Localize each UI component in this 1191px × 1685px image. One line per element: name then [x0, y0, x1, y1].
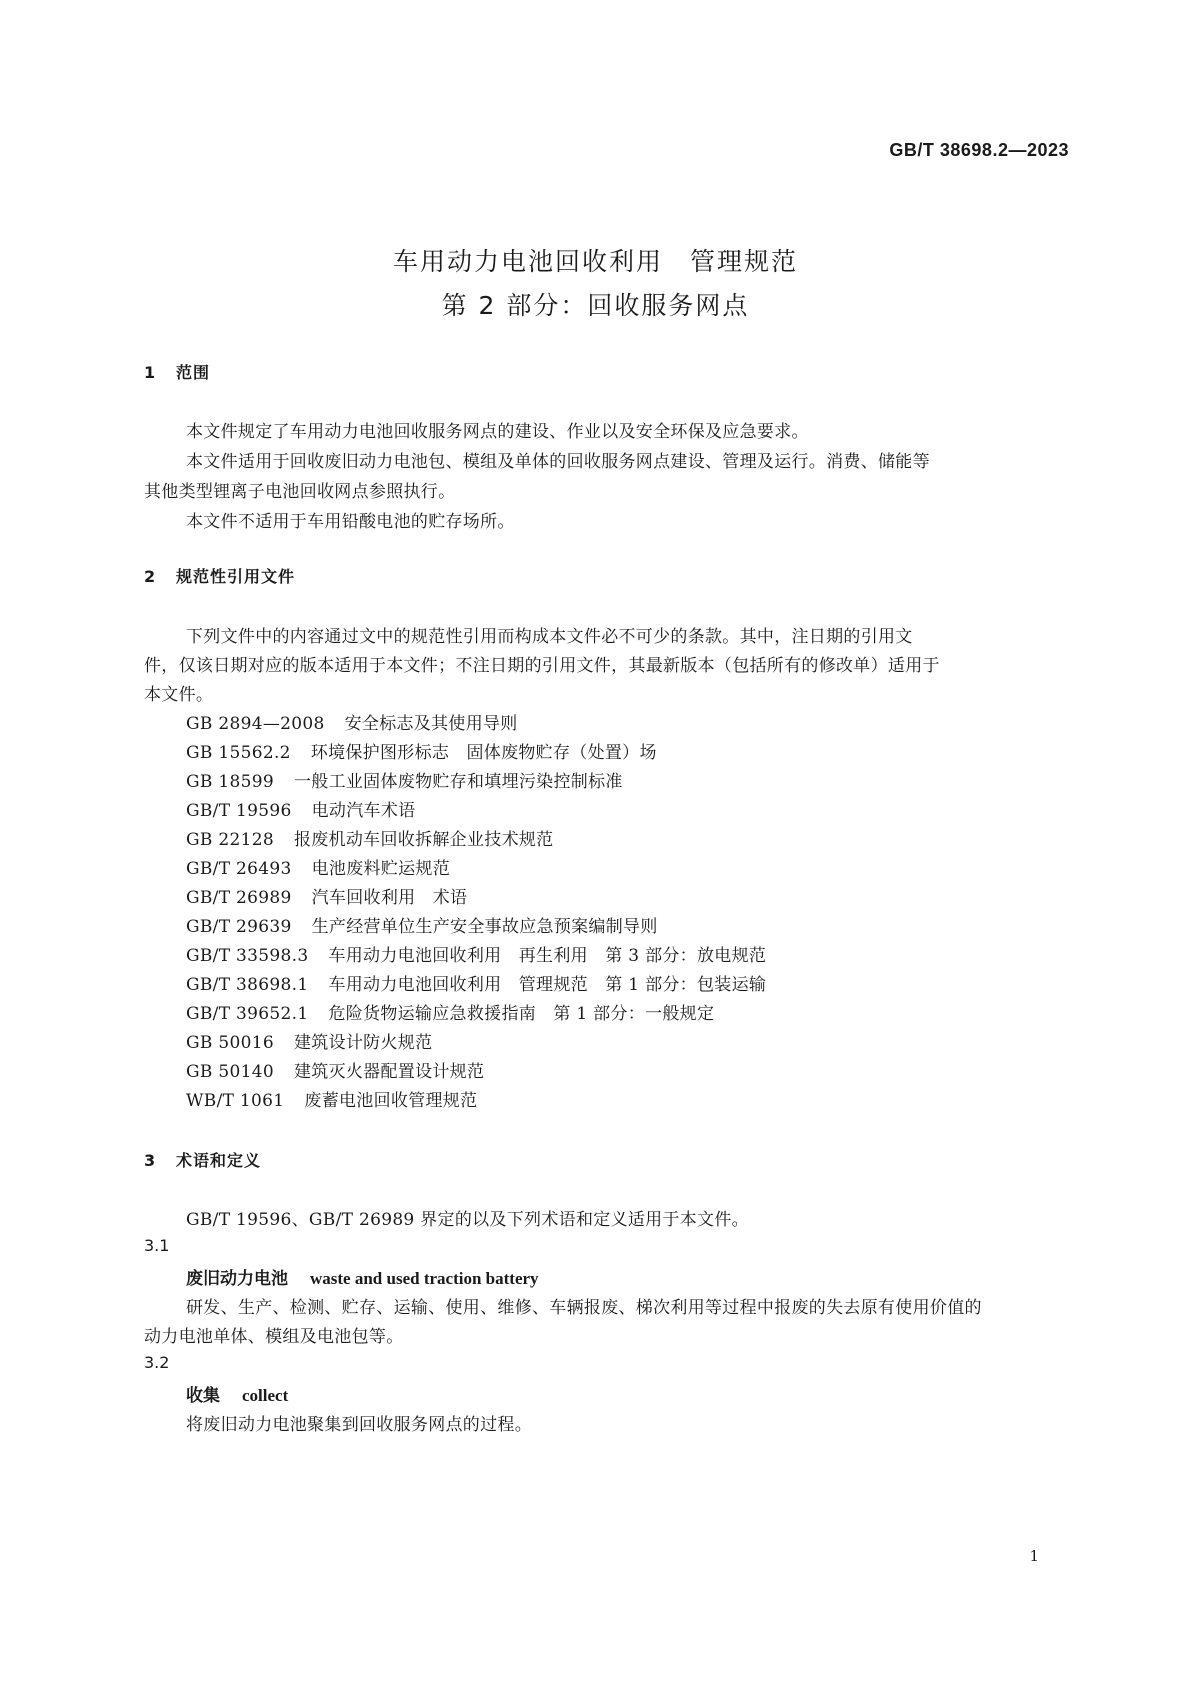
section-1-paragraph: 本文件规定了车用动力电池回收服务网点的建设、作业以及安全环保及应急要求。: [186, 422, 809, 442]
reference-title: 环境保护图形标志 固体废物贮存（处置）场: [310, 743, 657, 763]
reference-item: [186, 854, 450, 879]
reference-item: [186, 883, 467, 908]
reference-title: 电动汽车术语: [311, 801, 416, 821]
term-en: waste and used traction battery: [310, 1269, 539, 1288]
standard-number: GB/T 38698.2—2023: [889, 140, 1069, 160]
document-title-line2: 第 2 部分：回收服务网点: [441, 291, 750, 320]
reference-item: [186, 1028, 432, 1053]
reference-item: [186, 999, 714, 1024]
reference-title: 电池废料贮运规范: [311, 859, 451, 879]
reference-code: GB 50016: [186, 1033, 274, 1053]
section-number: 1: [144, 363, 157, 382]
reference-code: GB/T 29639: [186, 917, 292, 937]
section-number: 2: [144, 567, 157, 586]
section-3-intro: GB/T 19596、GB/T 26989 界定的以及下列术语和定义适用于本文件。: [186, 1210, 749, 1230]
reference-title: 危险货物运输应急救援指南 第 1 部分：一般规定: [328, 1004, 715, 1024]
document-title-line1: 车用动力电池回收利用 管理规范: [392, 247, 798, 276]
term-definition: 将废旧动力电池聚集到回收服务网点的过程。: [186, 1415, 532, 1435]
reference-title: 车用动力电池回收利用 管理规范 第 1 部分：包装运输: [328, 975, 767, 995]
reference-title: 建筑设计防火规范: [293, 1033, 433, 1053]
reference-title: 废蓄电池回收管理规范: [304, 1091, 478, 1111]
reference-title: 安全标志及其使用导则: [344, 714, 518, 734]
term-number: 3.1: [144, 1236, 170, 1255]
reference-item: [186, 912, 658, 937]
section-1-paragraph: 本文件不适用于车用铅酸电池的贮存场所。: [186, 512, 515, 532]
reference-code: GB/T 26493: [186, 859, 292, 879]
reference-item: [186, 1086, 477, 1111]
section-3-heading: [144, 1148, 261, 1171]
term-definition: 研发、生产、检测、贮存、运输、使用、维修、车辆报废、梯次利用等过程中报废的失去原有使用价值的: [186, 1298, 982, 1318]
reference-title: 汽车回收利用 术语: [311, 888, 468, 908]
section-2-heading: [144, 564, 295, 587]
term-en: collect: [242, 1386, 289, 1405]
term-cn: 收集: [186, 1386, 220, 1406]
reference-item: [186, 1057, 484, 1082]
reference-item: [186, 796, 415, 821]
section-2-intro: 件，仅该日期对应的版本适用于本文件；不注日期的引用文件，其最新版本（包括所有的修改单）适用于: [144, 656, 940, 676]
term-definition: 动力电池单体、模组及电池包等。: [144, 1327, 404, 1347]
section-1-heading: [144, 360, 210, 383]
reference-title: 一般工业固体废物贮存和填埋污染控制标准: [293, 772, 623, 792]
reference-item: [186, 825, 553, 850]
reference-code: GB 2894—2008: [186, 714, 325, 734]
reference-code: GB 18599: [186, 772, 274, 792]
page-number: 1: [1029, 1547, 1039, 1565]
reference-code: GB/T 39652.1: [186, 1004, 309, 1024]
reference-item: [186, 970, 766, 995]
section-title: 范围: [176, 363, 211, 382]
reference-code: GB 22128: [186, 830, 274, 850]
reference-title: 车用动力电池回收利用 再生利用 第 3 部分：放电规范: [328, 946, 767, 966]
term-cn: 废旧动力电池: [186, 1269, 288, 1289]
term-heading: [186, 1381, 288, 1406]
reference-code: GB 15562.2: [186, 743, 291, 763]
section-1-paragraph: 本文件适用于回收废旧动力电池包、模组及单体的回收服务网点建设、管理及运行。消费、储能等: [186, 452, 930, 472]
term-heading: [186, 1264, 539, 1289]
reference-item: [186, 709, 518, 734]
reference-code: GB 50140: [186, 1062, 274, 1082]
term-number: 3.2: [144, 1353, 170, 1372]
reference-item: [186, 738, 657, 763]
reference-item: [186, 767, 623, 792]
reference-code: GB/T 33598.3: [186, 946, 309, 966]
section-1-paragraph: 其他类型锂离子电池回收网点参照执行。: [144, 482, 456, 502]
reference-code: GB/T 19596: [186, 801, 292, 821]
section-title: 术语和定义: [176, 1151, 262, 1170]
reference-item: [186, 941, 766, 966]
section-2-intro: 本文件。: [144, 685, 214, 705]
section-number: 3: [144, 1151, 157, 1170]
reference-title: 建筑灭火器配置设计规范: [293, 1062, 485, 1082]
reference-code: GB/T 38698.1: [186, 975, 309, 995]
reference-code: WB/T 1061: [186, 1091, 285, 1111]
section-2-intro: 下列文件中的内容通过文中的规范性引用而构成本文件必不可少的条款。其中，注日期的引用文: [186, 627, 913, 647]
reference-title: 报废机动车回收拆解企业技术规范: [293, 830, 554, 850]
reference-title: 生产经营单位生产安全事故应急预案编制导则: [311, 917, 658, 937]
section-title: 规范性引用文件: [176, 567, 296, 586]
reference-code: GB/T 26989: [186, 888, 292, 908]
